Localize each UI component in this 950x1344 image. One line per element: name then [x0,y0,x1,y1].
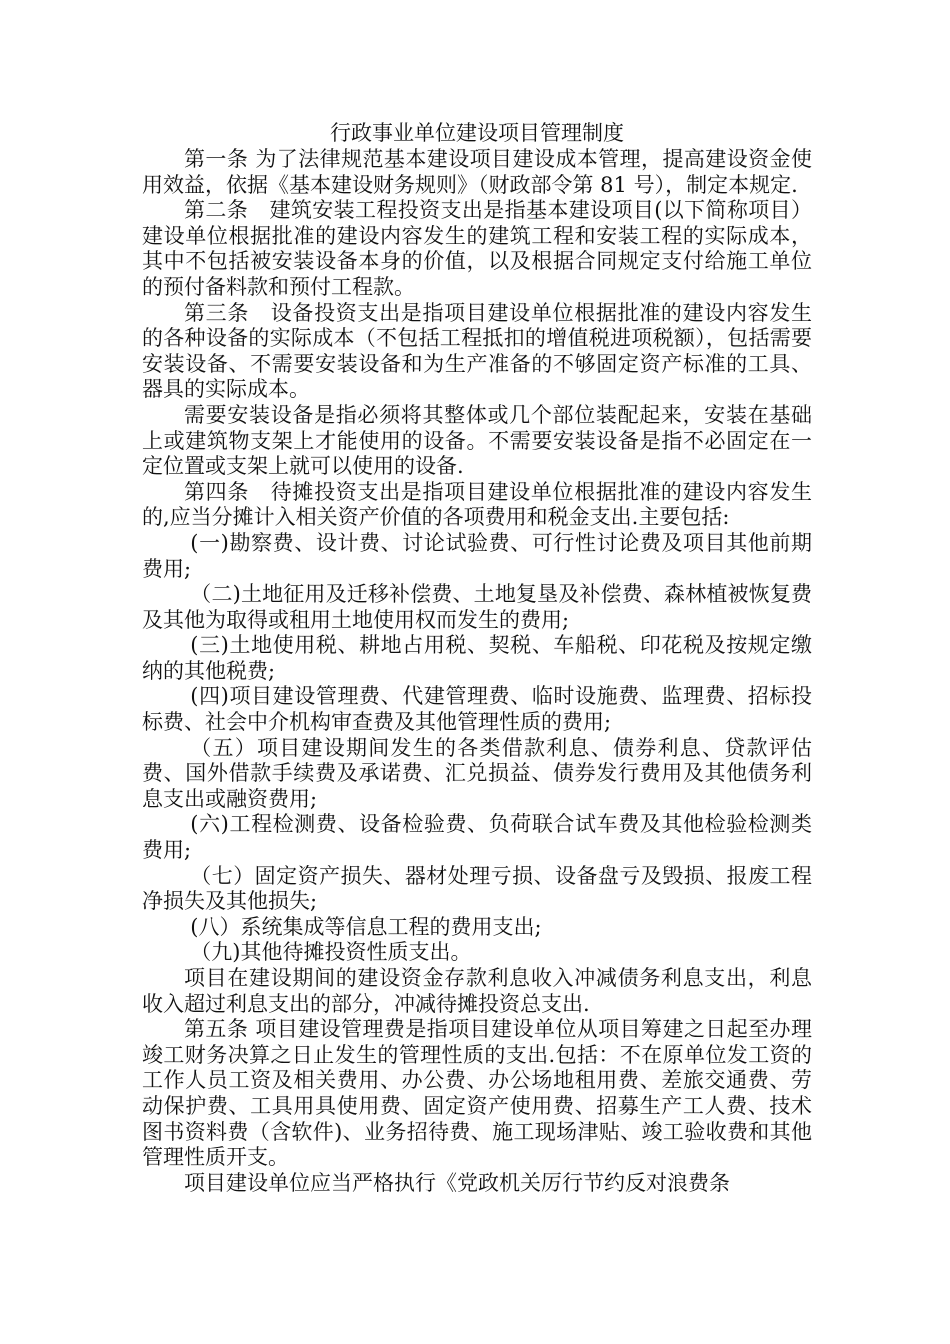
list-item-8: (八）系统集成等信息工程的费用支出; [190,914,542,939]
paragraph-article-1: 第一条 为了法律规范基本建设项目建设成本管理，提高建设资金使用效益，依据《基本建设财务规则》（财政部令第 81 号），制定本规定. [142,147,812,197]
paragraph-interest-income: 项目在建设期间的建设资金存款利息收入冲减债务利息支出，利息收入超过利息支出的部分，冲减待摊投资总支出. [142,966,812,1016]
list-item-6: (六)工程检测费、设备检验费、负荷联合试车费及其他检验检测类费用; [142,812,812,863]
paragraph-frugality-rules: 项目建设单位应当严格执行《党政机关厉行节约反对浪费条 [184,1170,730,1195]
list-item-2: （二)土地征用及迁移补偿费、土地复垦及补偿费、森林植被恢复费及其他为取得或租用土地使用权而发生的费用; [142,582,812,632]
list-item-3: (三)土地使用税、耕地占用税、契税、车船税、印花税及按规定缴纳的其他税费; [142,633,812,683]
list-item-5: （五）项目建设期间发生的各类借款利息、债券利息、贷款评估费、国外借款手续费及承诺费、汇兑损益、债券发行费用及其他债务利息支出或融资费用; [142,735,812,811]
paragraph-article-5: 第五条 项目建设管理费是指项目建设单位从项目筹建之日起至办理竣工财务决算之日止发生的管理性质的支出.包括：不在原单位发工资的工作人员工资及相关费用、办公费、办公场地租用费、差旅交通费、劳动保护费、工具用具使用费、固定资产使用费、招募生产工人费、技术图书资料费（含软件)、业务招待费、施工现场津贴、竣工验收费和其他管理性质开支。 [142,1017,812,1170]
list-item-9: （九)其他待摊投资性质支出。 [190,940,472,965]
paragraph-article-3: 第三条 设备投资支出是指项目建设单位根据批准的建设内容发生的各种设备的实际成本（不包括工程抵扣的增值税进项税额），包括需要安装设备、不需要安装设备和为生产准备的不够固定资产标准的工具、器具的实际成本。 [142,300,812,402]
document-body [142,119,812,1196]
document-title: 行政事业单位建设项目管理制度 [330,121,624,145]
list-item-1: (一)勘察费、设计费、讨论试验费、可行性讨论费及项目其他前期费用; [142,530,812,581]
list-item-7: （七）固定资产损失、器材处理亏损、设备盘亏及毁损、报废工程净损失及其他损失; [142,863,812,914]
list-item-4: (四)项目建设管理费、代建管理费、临时设施费、监理费、招标投标费、社会中介机构审查费及其他管理性质的费用; [142,684,812,735]
paragraph-installation-definition: 需要安装设备是指必须将其整体或几个部位装配起来，安装在基础上或建筑物支架上才能使用的设备。不需要安装设备是指不必固定在一定位置或支架上就可以使用的设备. [142,402,812,479]
paragraph-article-4: 第四条 待摊投资支出是指项目建设单位根据批准的建设内容发生的,应当分摊计入相关资产价值的各项费用和税金支出.主要包括: [142,479,812,530]
paragraph-article-2: 第二条 建筑安装工程投资支出是指基本建设项目(以下简称项目）建设单位根据批准的建设内容发生的建筑工程和安装工程的实际成本，其中不包括被安装设备本身的价值，以及根据合同规定支付给施工单位的预付备料款和预付工程款。 [142,198,812,299]
